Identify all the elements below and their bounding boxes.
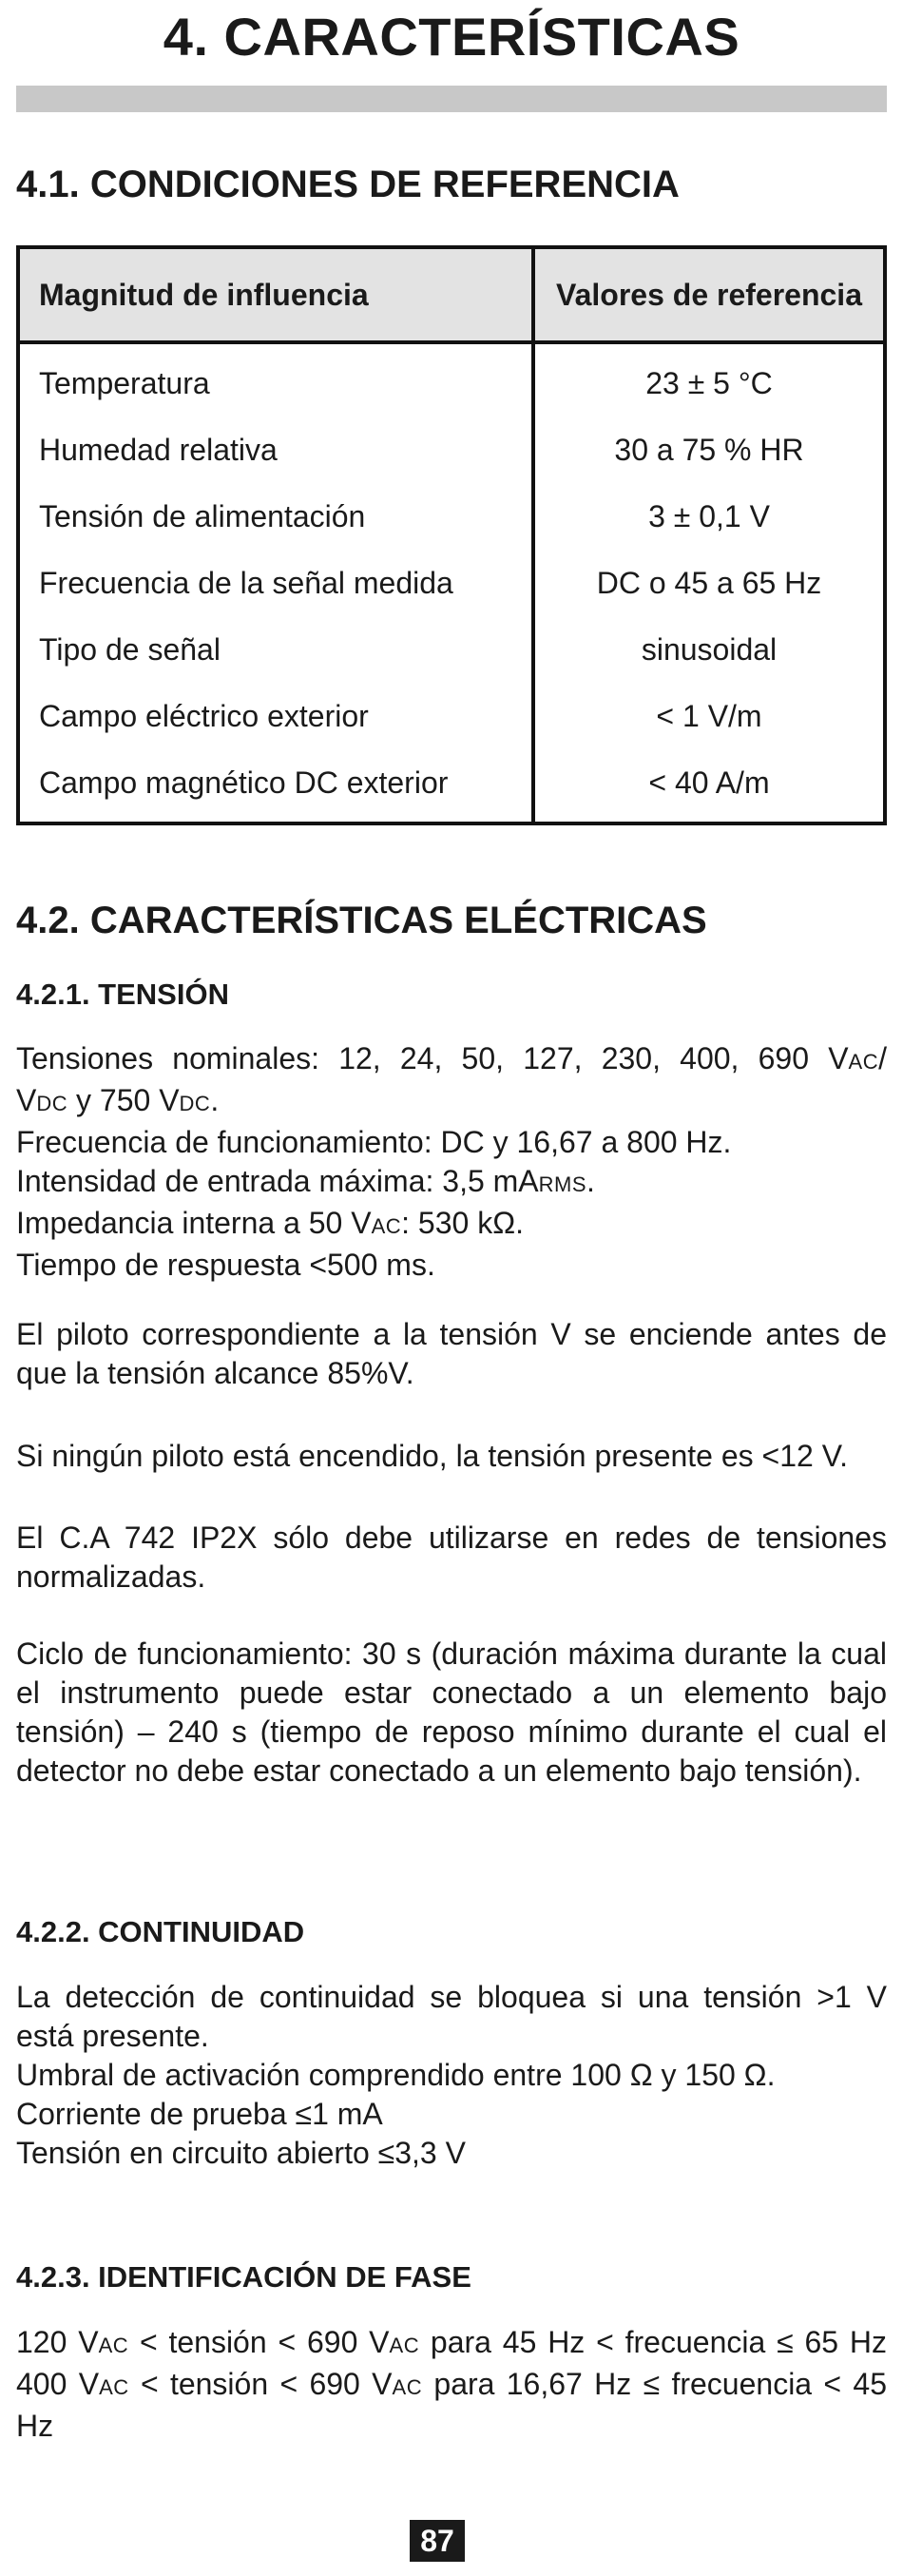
no-pilot-paragraph: Si ningún piloto está encendido, la tensión presente es <12 V. — [16, 1439, 849, 1473]
table-header-magnitude: Magnitud de influencia — [18, 247, 533, 342]
table-cell-value: < 1 V/m — [656, 698, 762, 733]
continuity-paragraph — [16, 1978, 887, 2173]
continuity-block-line: La detección de continuidad se bloquea si una tensión >1 V — [16, 1980, 887, 2014]
table-header-values: Valores de referencia — [533, 247, 885, 342]
response-time-line: Tiempo de respuesta <500 ms. — [16, 1248, 435, 1282]
table-cell-magnitude: Campo magnético DC exterior — [18, 749, 533, 823]
table-cell-magnitude: Tipo de señal — [18, 616, 533, 683]
phase-range-line-2: 400 VAC < tensión < 690 VAC para 16,67 Hz ≤ frecuencia < 45 Hz — [16, 2367, 888, 2443]
test-current-line: Corriente de prueba ≤1 mA — [16, 2097, 383, 2131]
internal-impedance-line: Impedancia interna a 50 VAC: 530 kΩ. — [16, 1206, 525, 1240]
normalized-networks-paragraph: El C.A 742 IP2X sólo debe utilizarse en redes de tensiones normalizadas. — [16, 1520, 887, 1594]
table-cell-value: 23 ± 5 °C — [645, 365, 773, 400]
table-cell-magnitude: Frecuencia de la señal medida — [18, 550, 533, 616]
continuity-block-line-cont: está presente. — [16, 2019, 209, 2053]
table-row — [18, 550, 885, 616]
table-cell-magnitude: Campo eléctrico exterior — [18, 683, 533, 749]
table-row — [18, 342, 885, 416]
section-4-2-1-title: 4.2.1. TENSIÓN — [16, 978, 229, 1011]
voltage-specs-paragraph — [16, 1039, 887, 1285]
table-row — [18, 416, 885, 483]
pilot-light-paragraph: El piloto correspondiente a la tensión V se enciende antes de que la tensión alcance 85%V. — [16, 1317, 887, 1390]
phase-identification-paragraph — [16, 2323, 887, 2446]
table-cell-magnitude: Humedad relativa — [18, 416, 533, 483]
page-number: 87 — [410, 2520, 465, 2562]
table-cell-value: 3 ± 0,1 V — [648, 498, 770, 533]
operating-frequency-line: Frecuencia de funcionamiento: DC y 16,67 a 800 Hz. — [16, 1125, 732, 1159]
chapter-title: 4. CARACTERÍSTICAS — [163, 7, 740, 67]
table-cell-value: DC o 45 a 65 Hz — [596, 565, 822, 600]
nominal-voltages-line: Tensiones nominales: 12, 24, 50, 127, 230, 400, 690 VAC/ — [16, 1041, 887, 1075]
phase-range-line-1: 120 VAC < tensión < 690 VAC para 45 Hz < frecuencia ≤ 65 Hz — [16, 2325, 888, 2359]
table-cell-magnitude: Tensión de alimentación — [18, 483, 533, 550]
duty-cycle-paragraph: Ciclo de funcionamiento: 30 s (duración máxima durante la cual el instrumento puede estar conectado a un elemento bajo tensión) – 240 s (tiempo de reposo mínimo durante el cual el detector no debe estar conectado a un elemento bajo tensión). — [16, 1637, 887, 1788]
section-4-2-2-title: 4.2.2. CONTINUIDAD — [16, 1915, 305, 1948]
reference-conditions-table — [16, 245, 887, 825]
table-row — [18, 616, 885, 683]
table-header-row — [18, 247, 885, 342]
table-cell-value: sinusoidal — [641, 631, 778, 667]
table-cell-value: 30 a 75 % HR — [614, 432, 804, 467]
nominal-voltages-line-cont: VDC y 750 VDC. — [16, 1083, 220, 1117]
section-4-2-title: 4.2. CARACTERÍSTICAS ELÉCTRICAS — [16, 900, 707, 941]
section-4-2-3-title: 4.2.3. IDENTIFICACIÓN DE FASE — [16, 2260, 471, 2294]
table-row — [18, 749, 885, 823]
section-4-1-title: 4.1. CONDICIONES DE REFERENCIA — [16, 164, 680, 205]
table-cell-value: < 40 A/m — [648, 765, 770, 800]
table-row — [18, 683, 885, 749]
activation-threshold-line: Umbral de activación comprendido entre 100 Ω y 150 Ω. — [16, 2058, 776, 2092]
table-row — [18, 483, 885, 550]
max-input-current-line: Intensidad de entrada máxima: 3,5 mARMS. — [16, 1164, 595, 1198]
open-circuit-voltage-line: Tensión en circuito abierto ≤3,3 V — [16, 2136, 466, 2170]
table-cell-magnitude: Temperatura — [18, 342, 533, 416]
title-underline-bar — [16, 86, 887, 112]
